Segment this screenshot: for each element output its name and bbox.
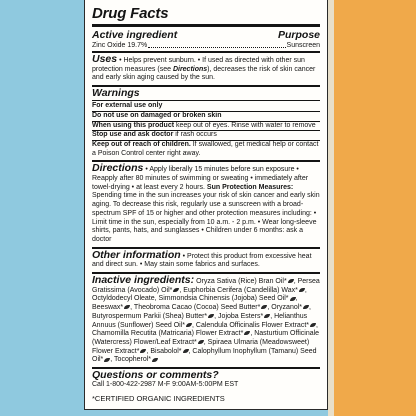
separator: , [267, 304, 270, 312]
inactive-ingredient: Persea Gratissima (Avocado) Oil* [92, 278, 320, 294]
separator: , [154, 295, 157, 303]
inactive-ingredient: Octyldodecyl Oleate [92, 295, 155, 303]
separator: , [188, 347, 191, 355]
organic-leaf-icon [152, 358, 158, 362]
inactive-ingredient: Oryza Sativa (Rice) Bran Oil* [196, 278, 287, 286]
warning-line-bold: Keep out of reach of children. [92, 140, 191, 148]
warning-line-bold: For external use only [92, 102, 163, 110]
inactive-ingredient: Euphorbia Cerifera (Candelilla) Wax* [181, 286, 298, 294]
inactive-ingredient: Helianthus Annuus (Sunflower) Seed Oil* [92, 312, 308, 329]
uses-directions-ref: Directions [172, 65, 208, 73]
questions-phone: Call 1-800-422-2987 M-F 9:00AM-5:00PM EST [92, 381, 239, 389]
inactive-ingredient: Oryzanol* [269, 304, 303, 312]
warnings-heading: Warnings [92, 88, 320, 101]
warning-line-text: if rash occurs [173, 131, 217, 139]
separator: , [203, 338, 206, 346]
inactive-ingredient: Butyrospermum Parkii (Shea) Butter* [92, 312, 208, 320]
directions-text: • Apply liberally 15 minutes before sun exposure • Reapply after 80 minutes of swimming or sweating • immediately after towel-drying • at least every 2 hours. [92, 166, 309, 191]
inactive-ingredient: Beeswax* [92, 304, 124, 312]
inactive-ingredient: Theobroma Cacao (Cocoa) Seed Butter* [132, 304, 261, 312]
inactive-ingredient: Bisabolol* [148, 347, 182, 355]
inactive-ingredient: Spiraea Ulmaria (Meadowsweet) Flower Extract* [92, 338, 310, 355]
active-ingredient-heading: Active ingredient [92, 29, 178, 41]
separator: , [130, 304, 133, 312]
uses-heading: Uses [92, 53, 118, 65]
active-ingredient-header [92, 29, 320, 41]
warnings-section [92, 87, 320, 162]
warning-line-bold: When using this product [92, 121, 175, 129]
drug-facts-title: Drug Facts [92, 6, 320, 27]
separator: , [179, 286, 182, 294]
warning-line [92, 122, 320, 132]
separator: , [192, 321, 194, 329]
inactive-ingredient: Calendula Officinalis Flower Extract* [193, 321, 309, 329]
inactive-ingredient: Nasturtium Officinale (Watercress) Flower/Leaf Extract* [92, 330, 320, 346]
separator: , [309, 304, 311, 312]
questions-section [92, 369, 320, 392]
uses-section [92, 53, 320, 87]
separator: , [293, 278, 296, 286]
warning-line-text: keep out of eyes. Rinse with water to remove [174, 121, 316, 129]
warnings-list [92, 102, 320, 158]
warning-line-text: If swallowed, get medical help or contact a Poison Control center right away. [92, 140, 319, 157]
warning-line [92, 141, 320, 158]
uses-text: • Helps prevent sunburn. • If used as directed with other sun protection measures (see [92, 57, 305, 73]
separator: , [304, 286, 307, 294]
sun-protection-heading: Sun Protection Measures: [206, 183, 294, 191]
separator: , [315, 321, 318, 329]
inactive-ingredient: Tocopherol* [112, 356, 152, 364]
directions-text-2: Spending time in the sun increases your risk of skin cancer and early skin aging. To decrease this risk, regularly use a sunscreen with a broad-spectrum SPF of 15 or higher and other protection measures including: • Limit time in the sun, especially from 10 a.m. - 2 p.m. • Wear long-sleeve shirts, pants, hats, and sunglasses • Children under 6 months: ask a doctor [92, 192, 320, 243]
other-information-heading: Other information [92, 248, 181, 261]
directions-section [92, 162, 320, 248]
questions-heading: Questions or comments? [92, 369, 219, 382]
inactive-ingredient: Chamomilla Recutita (Matricaria) Flower Extract* [92, 330, 244, 338]
inactive-ingredients-section [92, 274, 320, 369]
separator: , [110, 356, 113, 364]
active-ingredient-purpose: Sunscreen [286, 42, 320, 49]
separator: , [270, 312, 273, 320]
separator: , [214, 312, 217, 320]
active-ingredient-name: Zinc Oxide 19.7% [92, 42, 148, 49]
separator: , [295, 295, 298, 303]
warning-line [92, 102, 320, 112]
separator: , [250, 330, 253, 338]
warning-line [92, 131, 320, 141]
directions-heading: Directions [92, 162, 144, 175]
inactive-ingredient: Jojoba Esters* [216, 312, 264, 320]
organic-footnote: *CERTIFIED ORGANIC INGREDIENTS [92, 393, 225, 403]
inactive-ingredients-list [92, 278, 320, 363]
other-information-text: • Protect this product from excessive heat and direct sun. • May stain some fabrics and surfaces. [92, 252, 312, 269]
warning-line-bold: Do not use on damaged or broken skin [92, 111, 222, 119]
inactive-ingredients-heading: Inactive ingredients: [92, 274, 195, 287]
package-fold-stripe [328, 0, 334, 416]
active-ingredient-row [92, 41, 320, 53]
inactive-ingredient: Calophyllum Inophyllum (Tamanu) Seed Oil* [92, 347, 317, 364]
inactive-ingredient: Simmondsia Chinensis (Jojoba) Seed Oil* [156, 295, 289, 303]
separator: , [146, 347, 149, 355]
purpose-heading: Purpose [277, 29, 320, 41]
other-information-section [92, 249, 320, 274]
leader-dots [148, 41, 285, 48]
package-right-edge [328, 0, 416, 416]
uses-text-2: ), decreases the risk of skin cancer and early skin aging caused by the sun. [92, 65, 316, 82]
warning-line [92, 112, 320, 122]
drug-facts-panel [84, 0, 328, 410]
warning-line-bold: Stop use and ask doctor [92, 131, 174, 139]
